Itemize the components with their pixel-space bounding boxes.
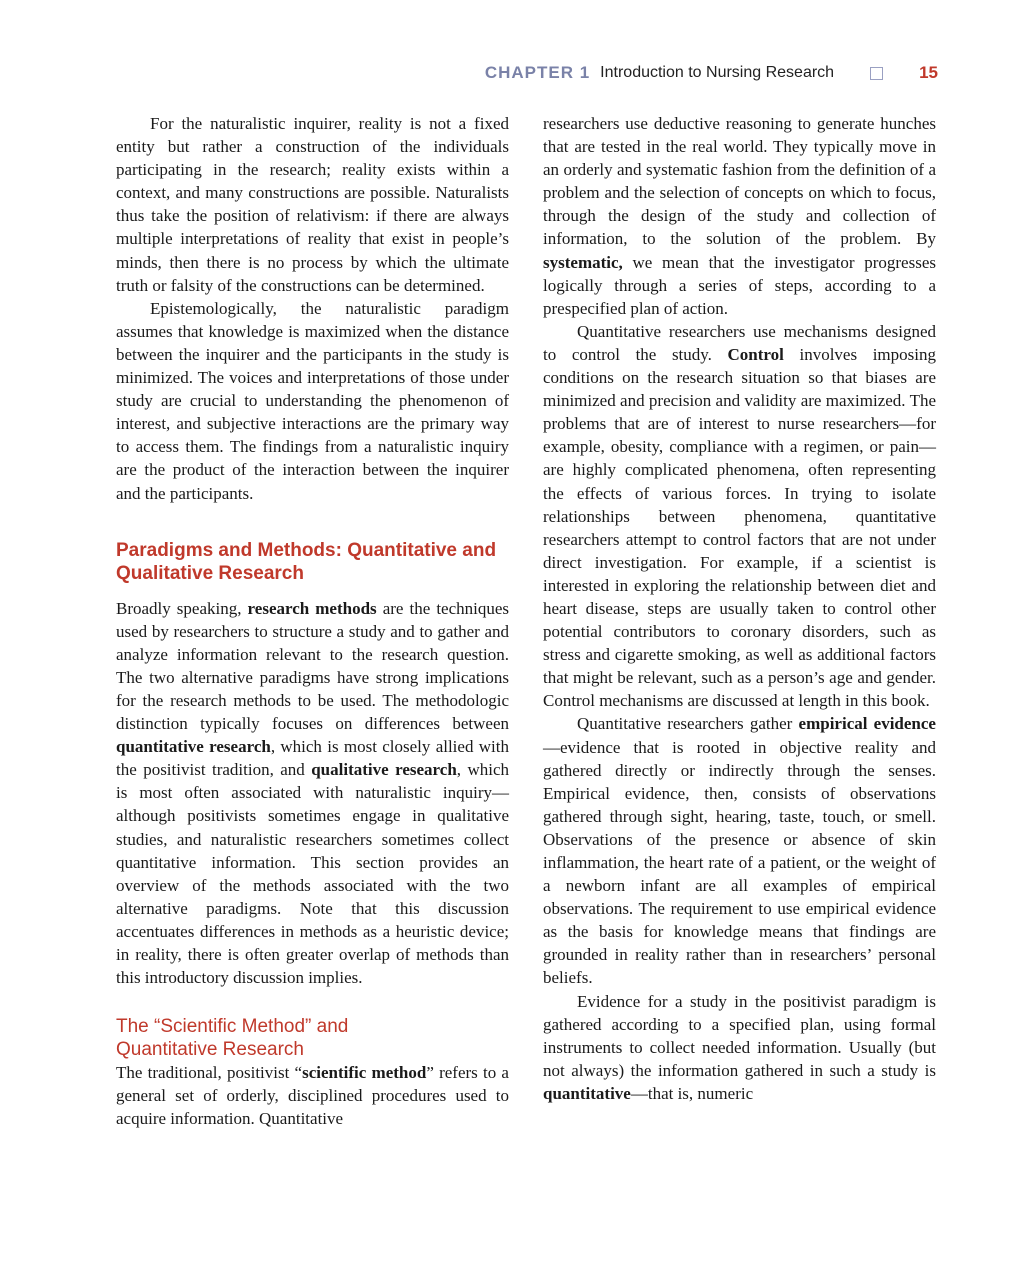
term-systematic: systematic, [543,252,623,272]
text-run: Quantitative researchers gather [577,714,799,734]
text-run: ” refers to a general set of orderly, disciplined procedures used to acquire information. Quantitative [116,1063,509,1129]
term-research-methods: research methods [247,598,377,618]
left-column [116,112,509,1130]
text-run: , which is most often associated with naturalistic inquiry—although positivists sometimes engage in qualitative studies, and naturalistic researchers sometimes collect quantitative information. This section provides an overview of the methods associated with the two alternative paradigms. Note that this discussion accentuates differences in methods as a heuristic device; in reality, there is often greater overlap of methods than this introductory discussion implies. [116,760,510,988]
text-run: Evidence for a study in the positivist paradigm is gathered according to a specified plan, using formal instruments to collect needed information. Usually (but not always) the information gathered in such a study is [543,991,936,1080]
text-run: —evidence that is rooted in objective reality and gathered directly or indirectly through the senses. Empirical evidence, then, consists of observations gathered through sight, hearing, taste, touch, or smell. Observations of the presence or absence of skin inflammation, the heart rate of a patient, or the weight of a newborn infant are all examples of empirical observations. The requirement to use empirical evidence as the basis for knowledge means that findings are grounded in reality rather than in researchers’ personal beliefs. [543,737,936,988]
term-quantitative: quantitative [543,1083,631,1103]
paragraph-naturalistic-reality: For the naturalistic inquirer, reality is not a fixed entity but rather a construction of the individuals participating in the research; reality exists within a context, and many constructions are possible. Naturalists thus take the position of relativism: if there are always multiple interpretations of reality that exist in people’s minds, then there is no process by which the ultimate truth or falsity of the constructions can be determined. [116,114,509,295]
paragraph-scientific-method [116,1061,509,1130]
term-qualitative-research: qualitative research [311,760,457,780]
text-run: are the techniques used by researchers to structure a study and to gather and analyze information relevant to the research question. The two alternative paradigms have strong implications for the research methods to be used. The methodologic distinction typically focuses on differences between [116,598,510,734]
text-run: —that is, numeric [630,1083,754,1103]
text-run: , which is most closely allied with the positivist tradition, and [116,737,509,780]
text-run: Broadly speaking, [116,598,248,618]
paragraph-deductive-reasoning [543,112,936,320]
paragraph-positivist-evidence [543,990,936,1105]
subsection-heading-line-2: Quantitative Research [116,1039,304,1061]
term-empirical-evidence: empirical evidence [798,714,936,734]
text-run: involves imposing conditions on the research situation so that biases are minimized and precision and validity are maximized. The problems that are of interest to nurse researchers—for example, obesity, compliance with a regimen, or pain—are highly complicated phenomena, often representing the effects of various forces. In trying to isolate relationships between phenomena, quantitative researchers attempt to control factors that are not under direct investigation. For example, if a scientist is interested in exploring the relationship between diet and heart disease, steps are usually taken to control other potential contributors to coronary disorders, such as stress and cigarette smoking, as well as additional factors that might be relevant, such as a person’s age and gender. Control mechanisms are discussed at length in this book. [543,344,936,711]
chapter-label: CHAPTER 1 [484,63,591,82]
header-square-icon [870,67,883,80]
subsection-heading-scientific-method [116,1015,509,1061]
paragraph-research-methods [116,597,509,990]
subsection-heading-line-1: The “Scientific Method” and [116,1016,349,1038]
text-run: we mean that the investigator progresses logically through a series of steps, according to a prespecified plan of action. [543,252,936,318]
text-run: researchers use deductive reasoning to generate hunches that are tested in the real world. They typically move in an orderly and systematic fashion from the definition of a problem and the selection of concepts on which to focus, through the design of the study and collection of information, to the solution of the problem. By [543,114,936,249]
term-quantitative-research: quantitative research [116,737,271,757]
paragraph-empirical-evidence [543,712,936,989]
page-number: 15 [919,63,938,82]
paragraph-control [543,320,936,713]
paragraph-epistemology: Epistemologically, the naturalistic paradigm assumes that knowledge is maximized when the distance between the inquirer and the participants in the study is minimized. The voices and interpretations of those under study are crucial to understanding the phenomenon of interest, and subjective interactions are the primary way to access them. The findings from a naturalistic inquiry are the product of the interaction between the inquirer and the participants. [116,298,509,503]
section-heading-paradigms-methods: Paradigms and Methods: Quantitative and Qualitative Research [116,539,497,584]
chapter-title: Introduction to Nursing Research [600,64,835,81]
text-run: The traditional, positivist “ [116,1063,303,1083]
term-control: Control [727,344,784,364]
text-run: Quantitative researchers use mechanisms designed to control the study. [543,321,936,364]
term-scientific-method: scientific method [302,1063,427,1083]
running-header [420,61,938,85]
right-column [543,112,936,1105]
